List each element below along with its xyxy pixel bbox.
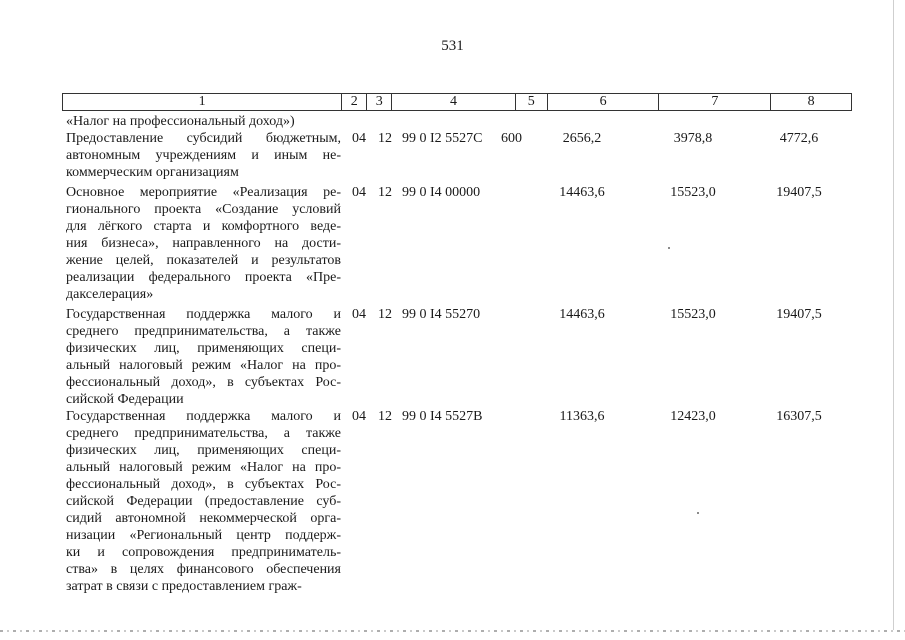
header-col-5: 5 — [516, 94, 548, 110]
amount-col-6: 14463,6 — [559, 307, 605, 322]
row-name-line: коммерческим организациям — [66, 165, 239, 180]
subsection-code: 12 — [378, 185, 392, 200]
row-name-line: затрат в связи с предоставлением граж- — [66, 579, 302, 594]
amount-col-8: 19407,5 — [776, 307, 822, 322]
row-name-line: физических лиц, применяющих специ- — [66, 341, 341, 356]
row-name-line: среднего предпринимательства, а также — [66, 324, 341, 339]
row-name-line: альный налоговый режим «Налог на про- — [66, 358, 341, 373]
row-name-line: ния бизнеса», направленного на дости- — [66, 236, 341, 251]
row-name-line: сидий автономной некоммерческой орга- — [66, 511, 341, 526]
expense-type-code: 600 — [501, 131, 522, 146]
scan-bottom-edge — [0, 630, 905, 632]
carryover-text: «Налог на профессиональный доход») — [66, 114, 295, 129]
row-name-line: Основное мероприятие «Реализация ре- — [66, 185, 341, 200]
amount-col-6: 14463,6 — [559, 185, 605, 200]
header-col-8: 8 — [807, 94, 815, 109]
header-col-4: 4 — [392, 94, 516, 110]
page-edge — [893, 0, 894, 630]
amount-col-8: 4772,6 — [779, 131, 819, 146]
row-name-line: Государственная поддержка малого и — [66, 307, 341, 322]
row-name-line: альный налоговый режим «Налог на про- — [66, 460, 341, 475]
amount-col-6: 11363,6 — [559, 409, 605, 424]
row-name-line: сийской Федерации — [66, 392, 184, 407]
row-name-line: физических лиц, применяющих специ- — [66, 443, 341, 458]
amount-col-8: 19407,5 — [776, 185, 822, 200]
row-name-line: автономным учреждениям и иным не- — [66, 148, 341, 163]
table-header — [62, 93, 852, 111]
amount-col-7: 15523,0 — [670, 185, 716, 200]
target-article-code: 99 0 I4 5527B — [402, 409, 483, 424]
row-name-line: фессиональный доход», в субъектах Рос- — [66, 477, 341, 492]
amount-col-7: 15523,0 — [670, 307, 716, 322]
row-name-line: Государственная поддержка малого и — [66, 409, 341, 424]
header-col-2: 2 — [342, 94, 367, 110]
row-name-line: ки и сопровождения предприниматель- — [66, 545, 341, 560]
header-col-7: 7 — [659, 94, 771, 110]
section-code: 04 — [352, 307, 366, 322]
amount-col-6: 2656,2 — [562, 131, 602, 146]
row-name-line: для лёгкого старта и комфортного веде- — [66, 219, 341, 234]
row-name-line: низации «Региональный центр поддерж- — [66, 528, 341, 543]
target-article-code: 99 0 I4 55270 — [402, 307, 481, 322]
subsection-code: 12 — [378, 409, 392, 424]
row-name-line: жение целей, показателей и результатов — [66, 253, 341, 268]
subsection-code: 12 — [378, 131, 392, 146]
row-name-line: фессиональный доход», в субъектах Рос- — [66, 375, 341, 390]
subsection-code: 12 — [378, 307, 392, 322]
target-article-code: 99 0 I2 5527C — [402, 131, 483, 146]
section-code: 04 — [352, 185, 366, 200]
row-name-line: среднего предпринимательства, а также — [66, 426, 341, 441]
amount-col-7: 12423,0 — [670, 409, 716, 424]
row-name-line: сийской Федерации (предоставление суб- — [66, 494, 341, 509]
row-name-line: гионального проекта «Создание условий — [66, 202, 341, 217]
amount-col-8: 16307,5 — [776, 409, 822, 424]
section-code: 04 — [352, 131, 366, 146]
row-name-line: ства» в целях финансового обеспечения — [66, 562, 341, 577]
row-name-line: дакселерация» — [66, 287, 154, 302]
page-number: 531 — [441, 38, 464, 54]
header-col-6: 6 — [548, 94, 660, 110]
row-name-line: реализации федерального проекта «Пре- — [66, 270, 341, 285]
scan-speck — [697, 512, 699, 514]
row-name-line: Предоставление субсидий бюджетным, — [66, 131, 341, 146]
amount-col-7: 3978,8 — [673, 131, 713, 146]
section-code: 04 — [352, 409, 366, 424]
header-col-1: 1 — [63, 94, 342, 110]
scan-speck — [668, 247, 670, 249]
header-col-3: 3 — [367, 94, 392, 110]
target-article-code: 99 0 I4 00000 — [402, 185, 481, 200]
